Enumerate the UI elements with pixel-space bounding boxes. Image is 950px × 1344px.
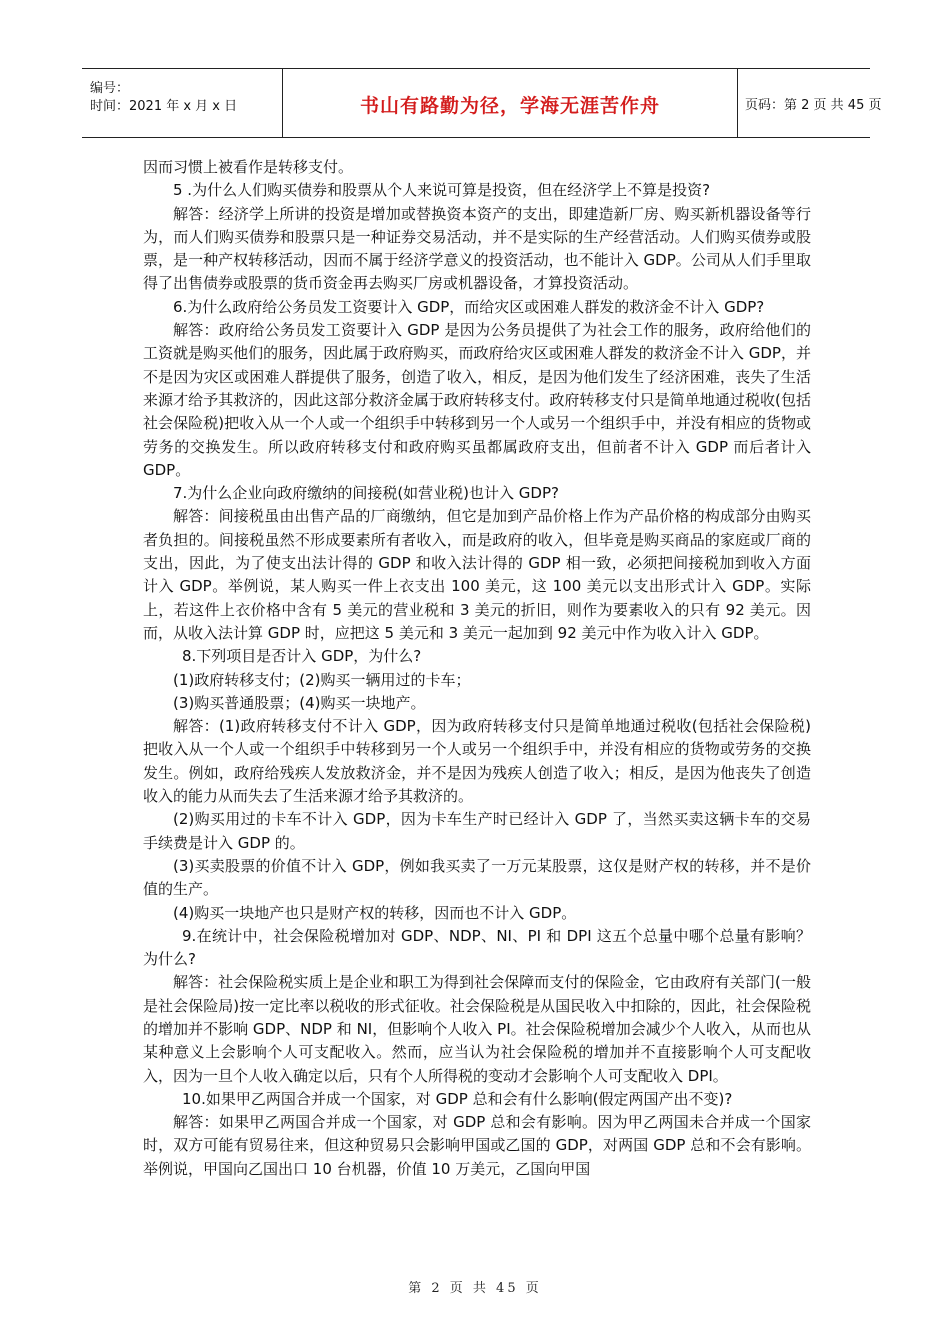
answer-6: 解答：政府给公务员发工资要计入 GDP 是因为公务员提供了为社会工作的服务，政府给他们的工资就是购买他们的服务，因此属于政府购买，而政府给灾区或困难人群发的救济金不计入 GDP，并不是因为灾区或困难人群提供了服务，创造了收入，相反，是因为他们发生了经济困难，丧失了生活来源才给予其救济的，因此这部分救济金属于政府转移支付。政府转移支付只是简单地通过税收(包括社会保险税)把收入从一个人或一个组织手中转移到另一个人或另一个组织手中，并没有相应的货物或劳务的交换发生。所以政府转移支付和政府购买虽都属政府支出，但前者不计入 GDP 而后者计入 GDP。: [143, 321, 811, 479]
answer-10: 解答：如果甲乙两国合并成一个国家，对 GDP 总和会有影响。因为甲乙两国未合并成一个国家时，双方可能有贸易往来，但这种贸易只会影响甲国或乙国的 GDP，对两国 GDP 总和不会有影响。举例说，甲国向乙国出口 10 台机器，价值 10 万美元，乙国向甲国: [143, 1113, 811, 1178]
answer-8-part-1: 解答：(1)政府转移支付不计入 GDP，因为政府转移支付只是简单地通过税收(包括社会保险税)把收入从一个人或一个组织手中转移到另一个人或另一个组织手中，并没有相应的货物或劳务的交换发生。例如，政府给残疾人发放救济金，并不是因为残疾人创造了收入；相反，是因为他丧失了创造收入的能力从而失去了生活来源才给予其救济的。: [143, 717, 811, 806]
header-meta-cell: [82, 69, 282, 137]
question-5: 5 .为什么人们购买债券和股票从个人来说可算是投资，但在经济学上不算是投资?: [173, 181, 711, 200]
answer-5: 解答：经济学上所讲的投资是增加或替换资本资产的支出，即建造新厂房、购买新机器设备等行为，而人们购买债券和股票只是一种证券交易活动，并不是实际的生产经营活动。人们购买债券或股票，是一种产权转移活动，因而不属于经济学意义的投资活动，也不能计入 GDP。公司从人们手里取得了出售债券或股票的货币资金再去购买厂房或机器设备，才算投资活动。: [143, 204, 811, 293]
header-page-number: 页码：第 2 页 共 45 页: [745, 98, 882, 113]
document-body: [143, 156, 811, 1181]
answer-7: 解答：间接税虽由出售产品的厂商缴纳，但它是加到产品价格上作为产品价格的构成部分由购买者负担的。间接税虽然不形成要素所有者收入，而是政府的收入，但毕竟是购买商品的家庭或厂商的支出，因此，为了使支出法计得的 GDP 和收入法计得的 GDP 相一致，必须把间接税加到收入方面计入 GDP。举例说，某人购买一件上衣支出 100 美元，这 100 美元以支出形式计入 GDP。实际上，若这件上衣价格中含有 5 美元的营业税和 3 美元的折旧，则作为要素收入的只有 92 美元。因而，从收入法计算 GDP 时，应把这 5 美元和 3 美元一起加到 92 美元中作为收入计入 GDP。: [143, 507, 811, 642]
page-header: [82, 68, 882, 138]
paragraph-continuation: 因而习惯上被看作是转移支付。: [143, 158, 354, 176]
question-8-items-a: (1)政府转移支付；(2)购买一辆用过的卡车；: [173, 670, 471, 689]
answer-9: 解答：社会保险税实质上是企业和职工为得到社会保障而支付的保险金，它由政府有关部门(一般是社会保险局)按一定比率以税收的形式征收。社会保险税是从国民收入中扣除的，因此，社会保险税的增加并不影响 GDP、NDP 和 NI，但影响个人收入 PI。社会保险税增加会减少个人收入，从而也从某种意义上会影响个人可支配收入。然而，应当认为社会保险税的增加并不直接影响个人可支配收入，因为一旦个人收入确定以后，只有个人所得税的变动才会影响个人可支配收入 DPI。: [143, 973, 811, 1085]
question-8-items-b: (3)购买普通股票；(4)购买一块地产。: [173, 693, 426, 712]
header-page-cell: [737, 69, 882, 137]
page-footer: 第 2 页 共 45 页: [408, 1281, 542, 1296]
document-number-label: 编号：: [90, 81, 130, 96]
answer-8-part-2: (2)购买用过的卡车不计入 GDP，因为卡车生产时已经计入 GDP 了，当然买卖这辆卡车的交易手续费是计入 GDP 的。: [143, 810, 811, 852]
header-motto-cell: [282, 69, 738, 137]
answer-8-part-4: (4)购买一块地产也只是财产权的转移，因而也不计入 GDP。: [173, 903, 577, 922]
motto-text: 书山有路勤为径，学海无涯苦作舟: [359, 95, 660, 117]
document-date-label: 时间：2021 年 x 月 x 日: [90, 99, 238, 114]
question-10: 10.如果甲乙两国合并成一个国家，对 GDP 总和会有什么影响(假定两国产出不变)?: [182, 1089, 733, 1108]
answer-8-part-3: (3)买卖股票的价值不计入 GDP，例如我买卖了一万元某股票，这仅是财产权的转移，并不是价值的生产。: [143, 856, 811, 899]
question-7: 7.为什么企业向政府缴纳的间接税(如营业税)也计入 GDP?: [173, 484, 559, 503]
question-6: 6.为什么政府给公务员发工资要计入 GDP，而给灾区或困难人群发的救济金不计入 GDP?: [173, 297, 765, 316]
question-8: 8.下列项目是否计入 GDP，为什么?: [182, 647, 422, 666]
question-9: 9.在统计中，社会保险税增加对 GDP、NDP、NI、PI 和 DPI 这五个总量中哪个总量有影响？为什么?: [143, 926, 811, 969]
